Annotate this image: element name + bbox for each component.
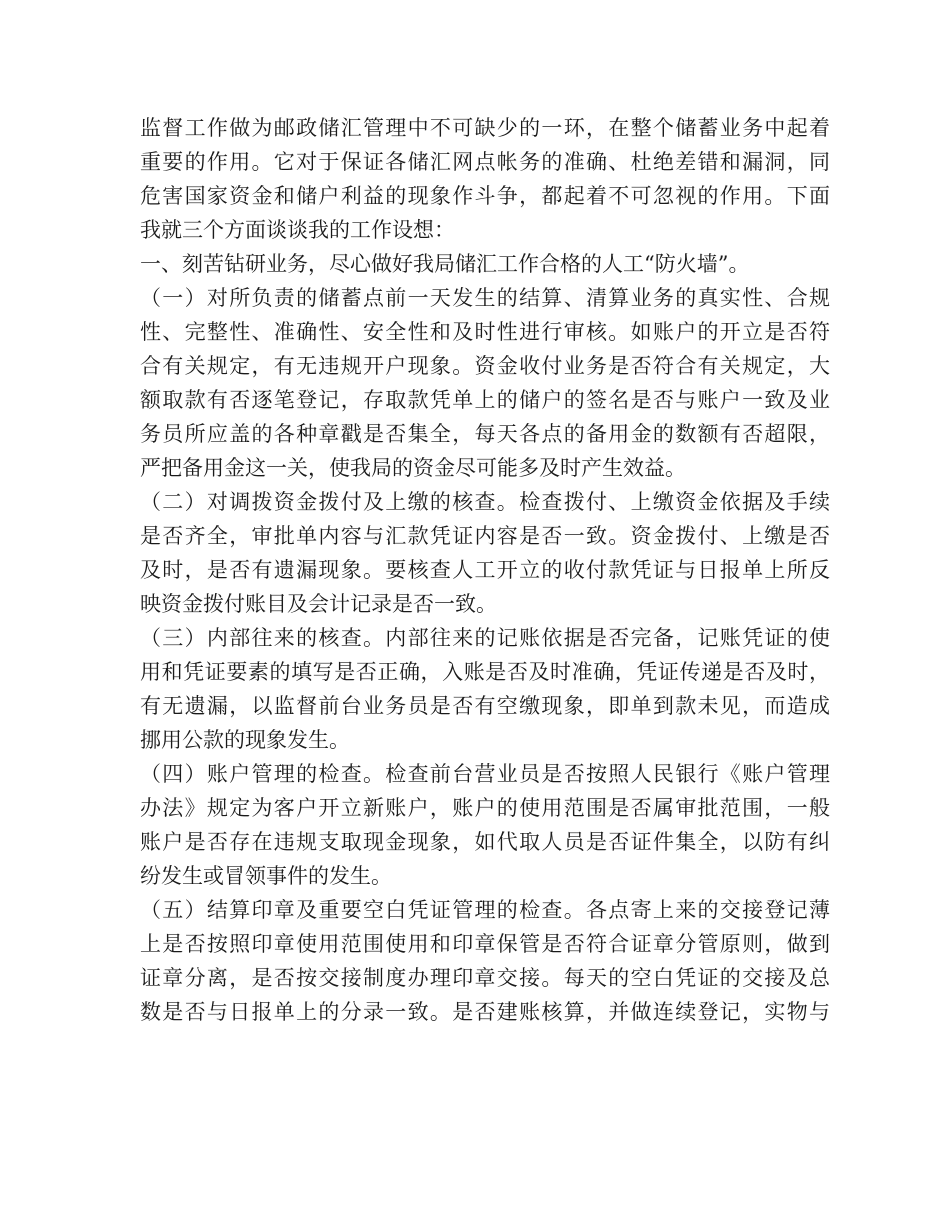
text-line: （四）账户管理的检查。检查前台营业员是否按照人民银行《账户管理 bbox=[140, 762, 830, 786]
text-line: 合有关规定，有无违规开户现象。资金收付业务是否符合有关规定，大 bbox=[140, 354, 830, 378]
text-line: 危害国家资金和储户利益的现象作斗争，都起着不可忽视的作用。下面 bbox=[140, 184, 830, 208]
text-line: 我就三个方面谈谈我的工作设想： bbox=[140, 218, 455, 242]
text-line: 及时，是否有遗漏现象。要核查人工开立的收付款凭证与日报单上所反 bbox=[140, 558, 830, 582]
text-line: 上是否按照印章使用范围使用和印章保管是否符合证章分管原则，做到 bbox=[140, 932, 830, 956]
document-body bbox=[140, 111, 830, 1029]
text-line: 挪用公款的现象发生。 bbox=[140, 728, 350, 752]
text-line: 用和凭证要素的填写是否正确，入账是否及时准确，凭证传递是否及时， bbox=[140, 660, 830, 684]
text-line: （三）内部往来的核查。内部往来的记账依据是否完备，记账凭证的使 bbox=[140, 626, 830, 650]
text-line: 证章分离，是否按交接制度办理印章交接。每天的空白凭证的交接及总 bbox=[140, 966, 830, 990]
text-line: 重要的作用。它对于保证各储汇网点帐务的准确、杜绝差错和漏洞，同 bbox=[140, 150, 830, 174]
text-line: 数是否与日报单上的分录一致。是否建账核算，并做连续登记，实物与 bbox=[140, 1000, 830, 1024]
text-line: 额取款有否逐笔登记，存取款凭单上的储户的签名是否与账户一致及业 bbox=[140, 388, 830, 412]
text-line: 有无遗漏，以监督前台业务员是否有空缴现象，即单到款未见，而造成 bbox=[140, 694, 830, 718]
text-line: （一）对所负责的储蓄点前一天发生的结算、清算业务的真实性、合规 bbox=[140, 286, 830, 310]
text-line: 严把备用金这一关，使我局的资金尽可能多及时产生效益。 bbox=[140, 456, 686, 480]
text-line: 是否齐全，审批单内容与汇款凭证内容是否一致。资金拨付、上缴是否 bbox=[140, 524, 830, 548]
text-line: （五）结算印章及重要空白凭证管理的检查。各点寄上来的交接登记薄 bbox=[140, 898, 830, 922]
text-line: 务员所应盖的各种章戳是否集全，每天各点的备用金的数额有否超限， bbox=[140, 422, 830, 446]
text-line: 账户是否存在违规支取现金现象，如代取人员是否证件集全，以防有纠 bbox=[140, 830, 830, 854]
text-line: 性、完整性、准确性、安全性和及时性进行审核。如账户的开立是否符 bbox=[140, 320, 830, 344]
section-heading: 一、刻苦钻研业务，尽心做好我局储汇工作合格的人工“防火墙”。 bbox=[140, 252, 750, 276]
text-line: （二）对调拨资金拨付及上缴的核查。检查拨付、上缴资金依据及手续 bbox=[140, 490, 830, 514]
text-line: 监督工作做为邮政储汇管理中不可缺少的一环，在整个储蓄业务中起着 bbox=[140, 116, 830, 140]
text-line: 办法》规定为客户开立新账户，账户的使用范围是否属审批范围，一般 bbox=[140, 796, 830, 820]
text-line: 纷发生或冒领事件的发生。 bbox=[140, 864, 392, 888]
text-line: 映资金拨付账目及会计记录是否一致。 bbox=[140, 592, 497, 616]
